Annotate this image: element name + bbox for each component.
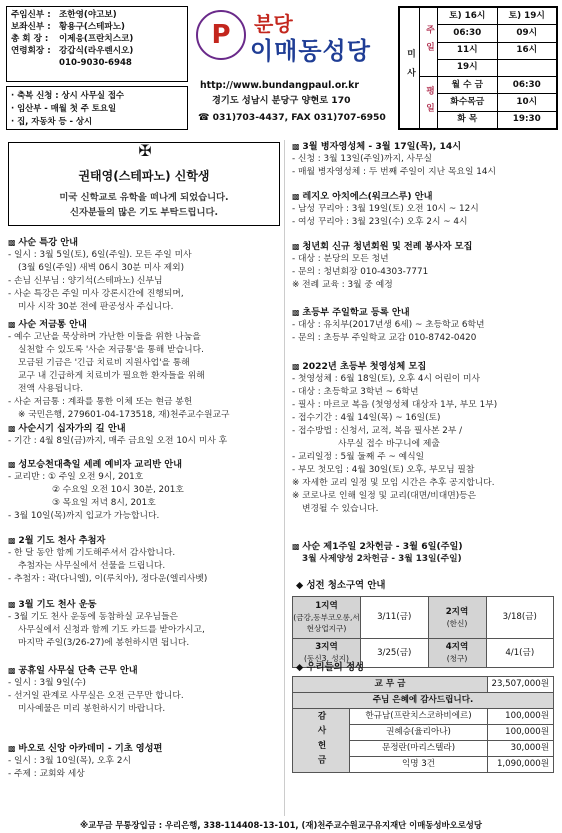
zone-label: 2지역 — [445, 606, 469, 617]
mass-day: 화수목금 — [438, 94, 498, 111]
section-line: - 3월 기도 천사 운동에 동참하실 교우님들은 — [8, 612, 179, 622]
section-line: 실천할 수 있도록 '사순 저금통'을 통해 받습니다. — [18, 345, 204, 355]
notice-line: · 임산부 - 매월 첫 주 토요일 — [11, 103, 117, 113]
section-line: 교구 내 긴급하게 치료비가 필요한 환자들을 위해 — [18, 371, 205, 381]
donor-amount: 100,000원 — [488, 725, 554, 741]
section-heading: ▩ 사순 저금통 안내 — [8, 318, 283, 331]
section-line: - 일시 : 3월 10일(목), 오후 2시 — [8, 756, 131, 766]
notice-section — [292, 140, 556, 179]
section-line: - 남성 꾸리아 : 3월 19일(토) 오전 10시 ~ 12시 — [292, 204, 479, 214]
column-divider — [284, 140, 285, 816]
section-line: - 접수방법 : 신청서, 교적, 복음 필사본 2부 / — [292, 426, 463, 436]
staff-row — [11, 9, 183, 21]
section-line: 변경될 수 있습니다. — [302, 504, 379, 514]
mass-time: 16시 — [497, 42, 557, 59]
zone-sub: (청구) — [446, 654, 468, 664]
section-line: 추첨자는 사무실에서 선물을 드립니다. — [18, 561, 166, 571]
section-heading: ▩ 3월 병자영성체 - 3월 17일(목), 14시 — [292, 140, 556, 153]
donor-amount: 1,090,000원 — [488, 757, 554, 773]
section-heading: ▩ 성모승천대축일 세례 예비자 교리반 안내 — [8, 458, 283, 471]
mass-day: 월 수 금 — [438, 77, 498, 94]
thanks-offering-label: 감사헌금 — [293, 709, 350, 773]
section-line: ※ 코로나로 인해 일정 및 교리(대면/비대면)등은 — [292, 491, 477, 501]
section-line: - 일시 : 3월 5일(토), 6일(주일). 모든 주일 미사 — [8, 250, 192, 260]
zone-cell — [293, 597, 361, 639]
feature-line: 신자분들의 많은 기도 부탁드립니다. — [70, 207, 218, 218]
staff-label — [11, 57, 59, 69]
section-line: 미사 시작 30분 전에 판공성사 주십니다. — [18, 302, 174, 312]
section-line: - 교리일정 : 5월 둘째 주 ~ 예식일 — [292, 452, 425, 462]
section-heading: ▩ 2022년 초등부 첫영성체 모집 — [292, 360, 556, 373]
staff-value: 강갑식(라우렌시오) — [59, 46, 134, 56]
zone-date: 3/25(금) — [361, 639, 429, 668]
donor-name: 익명 3건 — [350, 757, 488, 773]
staff-phone: 010-9030-6948 — [59, 58, 132, 68]
blessing-notice — [6, 86, 188, 130]
section-line: 미사예물은 미리 봉헌하시기 바랍니다. — [18, 704, 166, 714]
section-line: - 손님 신부님 : 양기석(스테파노) 신부님 — [8, 276, 163, 286]
fund-amount: 23,507,000원 — [488, 677, 554, 693]
zone-cell — [428, 597, 486, 639]
donor-name: 권혜승(율리아나) — [350, 725, 488, 741]
section-heading: ▩ 청년회 신규 청년회원 및 전례 봉사자 모집 — [292, 240, 556, 253]
section-heading: ▩ 초등부 주일학교 등록 안내 — [292, 306, 556, 319]
section-line: - 3월 10일(목)까지 입교가 가능합니다. — [8, 511, 160, 521]
staff-label: 총 회 장 : — [11, 34, 49, 44]
donor-name: 문정란(마리스텔라) — [350, 741, 488, 757]
weekday-label: 평일 — [420, 77, 438, 129]
notice-section — [292, 306, 556, 345]
section-line: - 한 달 동안 함께 기도해주셔서 감사합니다. — [8, 548, 176, 558]
section-line: 사무실에서 신청과 함께 기도 카드를 받아가시고, — [18, 625, 205, 635]
mass-schedule — [398, 6, 558, 130]
notice-section — [8, 318, 283, 422]
section-line: - 접수기간 : 4월 14일(목) ~ 16일(토) — [292, 413, 441, 423]
mass-table — [399, 7, 557, 129]
thanks-banner: 주님 은혜에 감사드립니다. — [293, 693, 554, 709]
section-line: - 사순 저금통 : 계좌를 통한 이체 또는 현금 봉헌 — [8, 397, 193, 407]
zone-label: 1지역 — [315, 601, 338, 612]
donor-amount: 30,000원 — [488, 741, 554, 757]
cleaning-table — [292, 596, 554, 668]
section-line: 마지막 주일(3/26-27)에 봉헌하시면 됩니다. — [18, 638, 190, 648]
notice-section — [8, 664, 283, 716]
mass-time: 06:30 — [497, 77, 557, 94]
mass-label: 미사 — [400, 8, 420, 129]
mass-day: 화 목 — [438, 111, 498, 128]
feature-title: 권태영(스테파노) 신학생 — [78, 169, 210, 183]
church-phone: ☎ 031)703-4437, FAX 031)707-6950 — [198, 112, 386, 123]
fund-label: 교 무 금 — [293, 677, 488, 693]
section-line: - 부모 첫모임 : 4월 30일(토) 오후, 부모님 필참 — [292, 465, 475, 475]
notice-line: · 집, 자동차 등 - 상시 — [11, 116, 93, 126]
section-line: - 신청 : 3월 13일(주일)까지, 사무실 — [292, 154, 433, 164]
staff-row — [11, 57, 183, 69]
cross-emblem-icon: ✠ — [138, 141, 152, 160]
notice-line: · 축복 신청 : 상시 사무실 접수 — [11, 90, 125, 100]
section-line: (3월 6일(주일) 새벽 06시 30분 미사 제외) — [18, 263, 185, 273]
church-header — [190, 6, 396, 130]
staff-value: 황용구(스테파노) — [59, 22, 125, 32]
notice-section — [8, 598, 283, 650]
section-line: - 주제 : 교회와 세상 — [8, 769, 85, 779]
section-line: - 선거일 관계로 사무실은 오전 근무만 합니다. — [8, 691, 184, 701]
staff-row — [11, 45, 183, 57]
mass-time: 토) 19시 — [497, 8, 557, 25]
staff-label: 주임신부 : — [11, 10, 51, 20]
section-line: - 대상 : 유치부(2017년생 6세) ~ 초등학교 6학년 — [292, 320, 485, 330]
mass-time: 09시 — [497, 25, 557, 42]
staff-row — [11, 21, 183, 33]
website-link[interactable]: http://www.bundangpaul.or.kr — [200, 80, 360, 91]
notice-section — [292, 540, 556, 566]
section-heading: ▩ 사순 제1주일 2차헌금 - 3월 6일(주일) — [292, 540, 556, 553]
notice-section — [292, 190, 556, 229]
church-address: 경기도 성남시 분당구 양현로 170 — [212, 95, 351, 106]
offering-grid — [292, 676, 554, 773]
church-logo-icon — [196, 10, 246, 60]
section-line: 전액 사용됩니다. — [18, 384, 84, 394]
zone-date: 3/11(금) — [361, 597, 429, 639]
church-name-main: 이매동성당 — [250, 37, 371, 65]
logo-glyph: P — [211, 19, 231, 50]
staff-row — [11, 33, 183, 45]
section-line: ※ 국민은행, 279601-04-173518, 재)천주교수원교구 — [18, 410, 230, 420]
section-line: - 추첨자 : 곽(다니엘), 이(루치아), 정다운(엘리사벳) — [8, 574, 208, 584]
section-line: - 예수 고난을 묵상하며 가난한 이들을 위한 나눔을 — [8, 332, 201, 342]
section-line: - 문의 : 청년회장 010-4303-7771 — [292, 267, 429, 277]
section-line: - 교리반 : ① 주일 오전 9시, 201호 — [8, 472, 144, 482]
mass-time: 11시 — [438, 42, 498, 59]
notice-section — [8, 534, 283, 586]
notice-section — [8, 422, 283, 448]
notice-section — [292, 360, 556, 516]
section-line: - 여성 꾸리아 : 3월 23일(수) 오후 2시 ~ 4시 — [292, 217, 468, 227]
staff-label: 보좌신부 : — [11, 22, 51, 32]
donor-amount: 100,000원 — [488, 709, 554, 725]
section-line: ② 수요일 오전 10시 30분, 201호 — [52, 485, 184, 495]
offering-table — [292, 676, 554, 806]
section-line: - 기간 : 4월 8일(금)까지, 매주 금요일 오전 10시 미사 후 — [8, 436, 228, 446]
notice-section — [8, 458, 283, 523]
section-line: 사무실 접수 바구니에 제출 — [338, 439, 440, 449]
section-heading: ▩ 2월 기도 천사 추첨자 — [8, 534, 283, 547]
section-line: - 첫영성체 : 6월 18일(토), 오후 4시 어린이 미사 — [292, 374, 481, 384]
section-line: 3월 사제양성 2차헌금 - 3월 13일(주일) — [302, 554, 462, 564]
notice-section — [8, 742, 283, 781]
mass-time: 10시 — [497, 94, 557, 111]
zone-cell — [428, 639, 486, 668]
zone-date: 3/18(금) — [486, 597, 554, 639]
cleaning-title: ◆ 성전 청소구역 안내 — [296, 580, 386, 591]
sunday-label: 주일 — [420, 8, 438, 77]
mass-time — [497, 59, 557, 76]
section-line: ※ 자세한 교리 일정 및 모임 시간은 추후 공지합니다. — [292, 478, 495, 488]
section-line: ③ 목요일 저녁 8시, 201호 — [52, 498, 156, 508]
section-heading: ▩ 공휴일 사무실 단축 근무 안내 — [8, 664, 283, 677]
section-line: - 필사 : 마르코 복음 (첫영성체 대상자 1부, 부모 1부) — [292, 400, 498, 410]
section-line: - 대상 : 분당의 모든 청년 — [292, 254, 389, 264]
section-heading: ▩ 레지오 아치에스(워크스루) 안내 — [292, 190, 556, 203]
donor-name: 한규남(프란치스코하비에르) — [350, 709, 488, 725]
staff-value: 이제응(프란치스코) — [59, 34, 134, 44]
zone-sub: (한신) — [446, 618, 468, 628]
zone-label: 4지역 — [445, 642, 469, 653]
staff-box — [6, 6, 188, 82]
section-line: ※ 전례 교육 : 3월 중 예정 — [292, 280, 393, 290]
mass-time: 19시 — [438, 59, 498, 76]
zone-label: 3지역 — [315, 642, 338, 653]
cleaning-grid — [292, 596, 554, 668]
staff-value: 조한영(야고보) — [59, 10, 117, 20]
mass-time: 19:30 — [497, 111, 557, 128]
section-heading: ▩ 사순시기 십자가의 길 안내 — [8, 422, 283, 435]
section-line: - 문의 : 초등부 주일학교 교감 010-8742-0420 — [292, 333, 477, 343]
section-line: - 매월 병자영성체 : 두 번째 주일이 지난 목요일 14시 — [292, 167, 496, 177]
section-heading: ▩ 바오로 신앙 아카데미 - 기초 영성편 — [8, 742, 283, 755]
zone-sub: (동신3, 성지) — [304, 654, 349, 664]
mass-time: 토) 16시 — [438, 8, 498, 25]
offering-title: ◆ 우리들의 정성 — [296, 662, 365, 673]
zone-date: 4/1(금) — [486, 639, 554, 668]
footer-bank-info: ※교무금 무통장입금 : 우리은행, 338-114408-13-101, (재)천주교수원교구유지재단 이매동성바오로성당 — [80, 820, 482, 830]
staff-label: 연령회장 : — [11, 46, 51, 56]
church-name-top: 분당 — [254, 12, 293, 36]
section-line: - 일시 : 3월 9일(수) — [8, 678, 86, 688]
section-line: - 사순 특강은 주일 미사 강론시간에 진행되며, — [8, 289, 184, 299]
section-heading: ▩ 사순 특강 안내 — [8, 236, 283, 249]
notice-section — [292, 240, 556, 292]
section-line: - 대상 : 초등학교 3학년 ~ 6학년 — [292, 387, 419, 397]
feature-line: 미국 신학교로 유학을 떠나게 되었습니다. — [59, 192, 229, 203]
notice-section — [8, 236, 283, 314]
mass-time: 06:30 — [438, 25, 498, 42]
section-line: 모금된 기금은 '긴급 치료비 지원사업'을 통해 — [18, 358, 190, 368]
seminarian-feature — [8, 142, 280, 226]
zone-sub: (금강,동부코오롱,서현상업지구) — [293, 613, 360, 634]
section-heading: ▩ 3월 기도 천사 운동 — [8, 598, 283, 611]
